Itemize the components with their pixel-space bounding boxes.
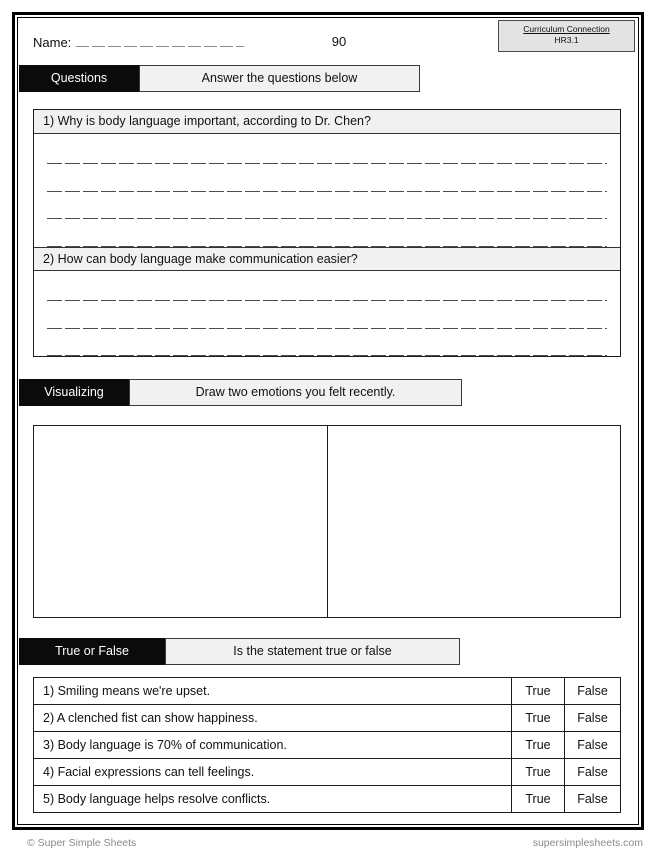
tf-true-cell[interactable]: True — [512, 705, 565, 732]
drawing-area — [33, 425, 621, 618]
tf-false-cell[interactable]: False — [565, 678, 621, 705]
questions-box — [33, 109, 621, 357]
question-1-prompt: 1) Why is body language important, according to Dr. Chen? — [34, 110, 620, 134]
tf-statement: 1) Smiling means we're upset. — [34, 678, 512, 705]
tf-true-cell[interactable]: True — [512, 759, 565, 786]
questions-tab: Questions — [19, 65, 139, 92]
question-2-prompt: 2) How can body language make communication easier? — [34, 247, 620, 271]
table-row — [34, 732, 621, 759]
curriculum-code: HR3.1 — [554, 35, 579, 45]
visualizing-tab: Visualizing — [19, 379, 129, 406]
name-row — [33, 34, 244, 50]
tf-statement: 4) Facial expressions can tell feelings. — [34, 759, 512, 786]
questions-instruction: Answer the questions below — [139, 65, 420, 92]
page-number: 90 — [331, 34, 347, 49]
tf-statement: 3) Body language is 70% of communication. — [34, 732, 512, 759]
answer-line[interactable] — [47, 302, 607, 330]
answer-line[interactable] — [47, 274, 607, 302]
table-row — [34, 786, 621, 813]
drawing-box-right[interactable] — [327, 426, 621, 617]
true-false-table — [33, 677, 621, 813]
drawing-box-left[interactable] — [34, 426, 327, 617]
name-input-line[interactable] — [76, 34, 244, 47]
true-false-tab: True or False — [19, 638, 165, 665]
tf-false-cell[interactable]: False — [565, 732, 621, 759]
curriculum-title: Curriculum Connection — [523, 24, 610, 34]
curriculum-connection-box — [498, 20, 635, 52]
questions-section-header — [19, 65, 420, 92]
tf-false-cell[interactable]: False — [565, 759, 621, 786]
tf-false-cell[interactable]: False — [565, 705, 621, 732]
answer-line[interactable] — [47, 192, 607, 220]
name-label: Name: — [33, 35, 72, 50]
tf-true-cell[interactable]: True — [512, 786, 565, 813]
answer-line[interactable] — [47, 329, 607, 357]
true-false-instruction: Is the statement true or false — [165, 638, 460, 665]
question-2-answer-area — [34, 271, 620, 357]
true-false-section-header — [19, 638, 460, 665]
question-1-answer-area — [34, 134, 620, 247]
website-link: supersimplesheets.com — [532, 837, 643, 849]
tf-statement: 2) A clenched fist can show happiness. — [34, 705, 512, 732]
answer-line[interactable] — [47, 137, 607, 165]
page-border — [12, 12, 644, 830]
answer-line[interactable] — [47, 220, 607, 248]
visualizing-section-header — [19, 379, 462, 406]
table-row — [34, 705, 621, 732]
tf-true-cell[interactable]: True — [512, 678, 565, 705]
table-row — [34, 678, 621, 705]
visualizing-instruction: Draw two emotions you felt recently. — [129, 379, 462, 406]
answer-line[interactable] — [47, 165, 607, 193]
tf-false-cell[interactable]: False — [565, 786, 621, 813]
tf-statement: 5) Body language helps resolve conflicts. — [34, 786, 512, 813]
tf-true-cell[interactable]: True — [512, 732, 565, 759]
copyright-text: © Super Simple Sheets — [27, 837, 137, 849]
table-row — [34, 759, 621, 786]
worksheet-page — [17, 17, 639, 825]
